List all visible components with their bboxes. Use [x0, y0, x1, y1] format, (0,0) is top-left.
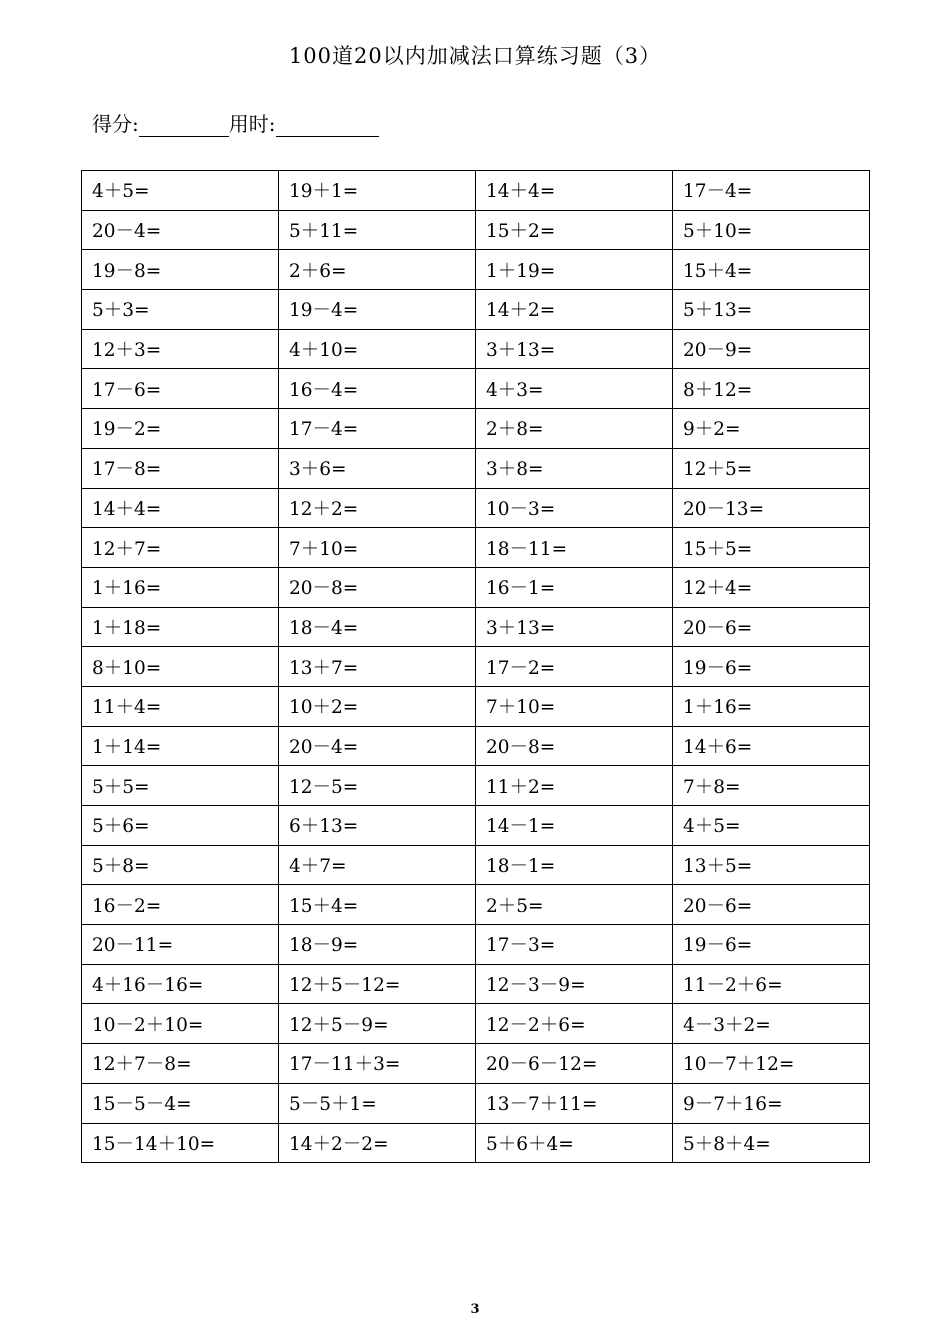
table-row	[82, 1044, 870, 1084]
problem-cell: 3＋13=	[476, 329, 673, 369]
table-row	[82, 647, 870, 687]
problem-cell: 14＋2=	[476, 290, 673, 330]
problem-cell: 3＋6=	[279, 448, 476, 488]
problem-cell: 3＋13=	[476, 607, 673, 647]
problem-cell: 17－6=	[82, 369, 279, 409]
problem-cell: 12－2＋6=	[476, 1004, 673, 1044]
problem-cell: 5＋6=	[82, 806, 279, 846]
table-row	[82, 686, 870, 726]
table-row	[82, 290, 870, 330]
table-row	[82, 369, 870, 409]
problem-cell: 20－11=	[82, 925, 279, 965]
problem-cell: 20－6－12=	[476, 1044, 673, 1084]
table-row	[82, 845, 870, 885]
problem-cell: 1＋16=	[673, 686, 870, 726]
problem-cell: 12＋5－9=	[279, 1004, 476, 1044]
problem-cell: 4＋3=	[476, 369, 673, 409]
problem-table-body	[82, 171, 870, 1163]
problem-cell: 12－5=	[279, 766, 476, 806]
time-blank[interactable]	[276, 110, 379, 137]
problem-cell: 12＋2=	[279, 488, 476, 528]
problem-cell: 12＋7－8=	[82, 1044, 279, 1084]
problem-cell: 2＋5=	[476, 885, 673, 925]
table-row	[82, 964, 870, 1004]
problem-cell: 5＋5=	[82, 766, 279, 806]
score-blank[interactable]	[139, 110, 229, 137]
time-label: 用时:	[228, 112, 276, 136]
problem-cell: 11＋2=	[476, 766, 673, 806]
problem-cell: 4＋5=	[82, 171, 279, 211]
problem-cell: 17－4=	[279, 409, 476, 449]
problem-cell: 13＋5=	[673, 845, 870, 885]
problem-cell: 1＋16=	[82, 567, 279, 607]
problem-cell: 18－1=	[476, 845, 673, 885]
problem-cell: 16－2=	[82, 885, 279, 925]
problem-cell: 12＋5=	[673, 448, 870, 488]
table-row	[82, 409, 870, 449]
page-title: 100道20以内加减法口算练习题（3）	[288, 44, 662, 68]
problem-cell: 14＋4=	[82, 488, 279, 528]
problem-cell: 15－14＋10=	[82, 1123, 279, 1163]
problem-cell: 20－13=	[673, 488, 870, 528]
problem-cell: 4＋7=	[279, 845, 476, 885]
table-row	[82, 250, 870, 290]
problem-cell: 7＋10=	[279, 528, 476, 568]
problem-cell: 12＋5－12=	[279, 964, 476, 1004]
table-row	[82, 528, 870, 568]
problem-cell: 6＋13=	[279, 806, 476, 846]
problem-cell: 1＋19=	[476, 250, 673, 290]
problem-cell: 10＋2=	[279, 686, 476, 726]
problem-cell: 5＋3=	[82, 290, 279, 330]
problem-cell: 17－3=	[476, 925, 673, 965]
problem-cell: 10－7＋12=	[673, 1044, 870, 1084]
table-row	[82, 806, 870, 846]
problem-cell: 1＋14=	[82, 726, 279, 766]
problem-cell: 19－6=	[673, 647, 870, 687]
problem-cell: 12＋7=	[82, 528, 279, 568]
table-row	[82, 210, 870, 250]
problem-cell: 15＋4=	[673, 250, 870, 290]
table-row	[82, 329, 870, 369]
table-row	[82, 488, 870, 528]
problem-cell: 7＋8=	[673, 766, 870, 806]
problem-cell: 8＋10=	[82, 647, 279, 687]
problem-cell: 16－1=	[476, 567, 673, 607]
problem-cell: 8＋12=	[673, 369, 870, 409]
problem-cell: 12－3－9=	[476, 964, 673, 1004]
problem-cell: 19＋1=	[279, 171, 476, 211]
problem-cell: 5＋13=	[673, 290, 870, 330]
problem-cell: 5＋6＋4=	[476, 1123, 673, 1163]
table-row	[82, 1123, 870, 1163]
problem-cell: 14＋4=	[476, 171, 673, 211]
problem-cell: 18－4=	[279, 607, 476, 647]
table-row	[82, 925, 870, 965]
answer-info-line	[92, 108, 379, 137]
table-row	[82, 607, 870, 647]
problem-cell: 11－2＋6=	[673, 964, 870, 1004]
problem-cell: 1＋18=	[82, 607, 279, 647]
problem-cell: 5＋10=	[673, 210, 870, 250]
problem-cell: 13－7＋11=	[476, 1083, 673, 1123]
table-row	[82, 1083, 870, 1123]
problem-cell: 18－9=	[279, 925, 476, 965]
problem-cell: 20－4=	[82, 210, 279, 250]
table-row	[82, 1004, 870, 1044]
problem-cell: 19－6=	[673, 925, 870, 965]
problem-cell: 5＋8＋4=	[673, 1123, 870, 1163]
problem-cell: 10－3=	[476, 488, 673, 528]
problem-cell: 2＋8=	[476, 409, 673, 449]
problem-cell: 7＋10=	[476, 686, 673, 726]
problem-cell: 12＋4=	[673, 567, 870, 607]
problem-cell: 12＋3=	[82, 329, 279, 369]
problem-cell: 13＋7=	[279, 647, 476, 687]
problem-cell: 14－1=	[476, 806, 673, 846]
page-number: 3	[470, 1302, 480, 1317]
problem-cell: 17－8=	[82, 448, 279, 488]
problem-cell: 4＋10=	[279, 329, 476, 369]
problem-cell: 18－11=	[476, 528, 673, 568]
problem-cell: 5－5＋1=	[279, 1083, 476, 1123]
problem-cell: 4－3＋2=	[673, 1004, 870, 1044]
score-label: 得分:	[92, 112, 139, 136]
problem-cell: 20－8=	[279, 567, 476, 607]
table-row	[82, 448, 870, 488]
table-row	[82, 885, 870, 925]
problem-cell: 4＋5=	[673, 806, 870, 846]
table-row	[82, 171, 870, 211]
problem-cell: 5＋11=	[279, 210, 476, 250]
problem-cell: 17－2=	[476, 647, 673, 687]
problem-table	[81, 170, 870, 1163]
problem-cell: 17－11＋3=	[279, 1044, 476, 1084]
problem-cell: 17－4=	[673, 171, 870, 211]
problem-cell: 16－4=	[279, 369, 476, 409]
problem-cell: 15－5－4=	[82, 1083, 279, 1123]
problem-cell: 5＋8=	[82, 845, 279, 885]
problem-cell: 19－2=	[82, 409, 279, 449]
problem-cell: 20－9=	[673, 329, 870, 369]
problem-cell: 9－7＋16=	[673, 1083, 870, 1123]
problem-cell: 3＋8=	[476, 448, 673, 488]
problem-cell: 19－8=	[82, 250, 279, 290]
problem-cell: 20－6=	[673, 607, 870, 647]
problem-cell: 4＋16－16=	[82, 964, 279, 1004]
problem-cell: 9＋2=	[673, 409, 870, 449]
problem-cell: 15＋2=	[476, 210, 673, 250]
table-row	[82, 766, 870, 806]
problem-cell: 20－8=	[476, 726, 673, 766]
problem-cell: 14＋2－2=	[279, 1123, 476, 1163]
table-row	[82, 726, 870, 766]
problem-cell: 2＋6=	[279, 250, 476, 290]
problem-cell: 20－6=	[673, 885, 870, 925]
problem-cell: 11＋4=	[82, 686, 279, 726]
problem-cell: 19－4=	[279, 290, 476, 330]
problem-cell: 15＋5=	[673, 528, 870, 568]
table-row	[82, 567, 870, 607]
problem-cell: 20－4=	[279, 726, 476, 766]
problem-cell: 15＋4=	[279, 885, 476, 925]
problem-cell: 14＋6=	[673, 726, 870, 766]
problem-cell: 10－2＋10=	[82, 1004, 279, 1044]
